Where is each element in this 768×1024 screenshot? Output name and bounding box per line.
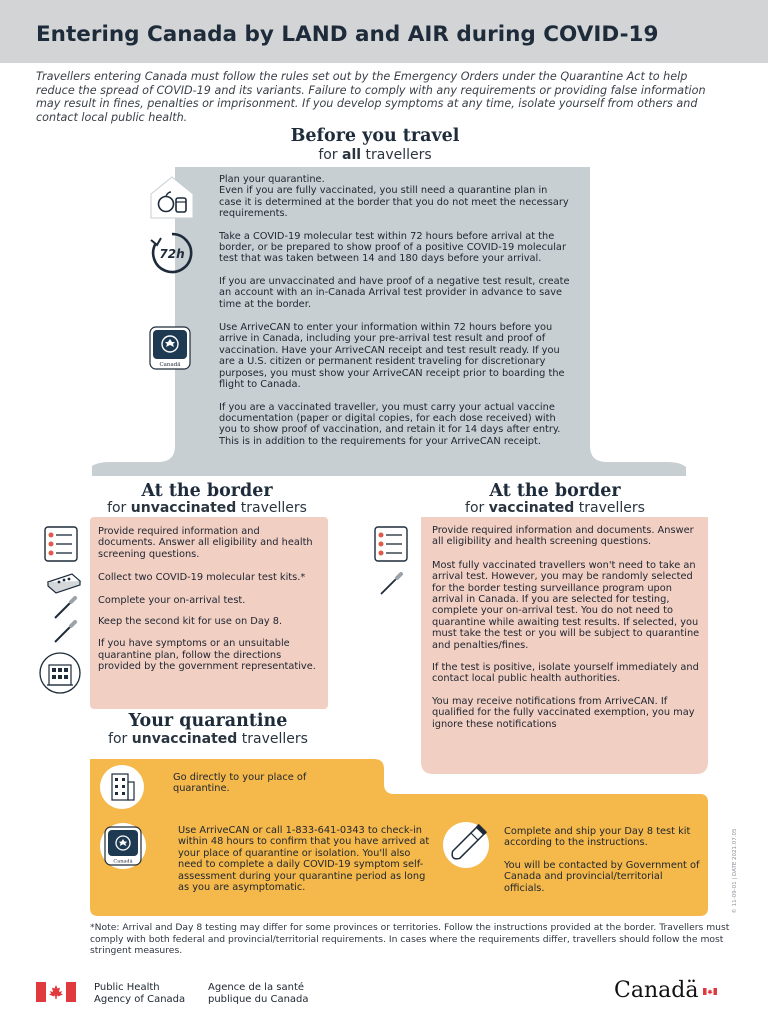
before-travel-title: Before you travel bbox=[290, 126, 460, 146]
unvax-provide-info: Provide required information and documents. Answer all eligibility and health screening questions. bbox=[98, 526, 313, 560]
para-vaccine-docs: If you are a vaccinated traveller, you must carry your actual vaccine documentation (paper or digital copies, for each dose received) with you to show proof of vaccination, and retain it for 14 days after entry. This is in addition to the requirements for your ArriveCAN receipt. bbox=[219, 401, 561, 447]
clock-72h-icon bbox=[148, 229, 196, 277]
vax-random-testing: Most fully vaccinated travellers won't need to take an arrival test. However, you may be randomly selected for the border testing surveillance program upon arrival in Canada. If you are selected for testing, complete your on-arrival test. You do not need to quarantine while awaiting test results. If selected, you must take the test or you will be subject to quarantine and penalties/fines. bbox=[432, 559, 700, 651]
government-building-icon bbox=[38, 651, 82, 695]
border-vaccinated-title: At the border bbox=[489, 481, 621, 501]
app-icon-label: Canadä bbox=[159, 362, 181, 368]
swab-icon-vaccinated bbox=[378, 572, 404, 596]
building-icon bbox=[99, 764, 145, 810]
before-travel-text bbox=[219, 174, 571, 459]
footnote: *Note: Arrival and Day 8 testing may differ for some provinces or territories. Follow the instructions provided at the border. Travellers must comply with both federal and provincial/territorial requirements. In cases where the requirements differ, travellers should follow the most stringent measures. bbox=[90, 922, 730, 956]
test-kit-box-icon bbox=[46, 572, 82, 594]
side-code-wrap bbox=[730, 818, 740, 928]
agency-fr-line1: Agence de la santé bbox=[208, 982, 305, 993]
before-travel-subtitle: for all travellers bbox=[318, 147, 432, 163]
border-unvaccinated-subtitle: for unvaccinated travellers bbox=[107, 500, 307, 516]
unvax-symptoms: If you have symptoms or an unsuitable quarantine plan, follow the directions provided by the government representative. bbox=[98, 638, 316, 673]
vax-provide-info: Provide required information and documents. Answer all eligibility and health screening questions. bbox=[432, 525, 694, 548]
side-code: © 11-09-01 | DATE 2021.07.05 bbox=[732, 828, 738, 914]
swab-icon bbox=[52, 596, 78, 620]
contacted-text: You will be contacted by Government of Canada and provincial/territorial officials. bbox=[504, 859, 700, 894]
checklist-icon bbox=[42, 525, 82, 563]
agency-en-line2: Agency of Canada bbox=[94, 994, 186, 1005]
day8-contact-text bbox=[504, 826, 700, 894]
house-food-icon bbox=[147, 174, 197, 220]
unvax-on-arrival-test: Complete your on-arrival test. bbox=[98, 594, 246, 606]
agency-name-en bbox=[94, 982, 185, 1006]
para-unvaccinated-account: If you are unvaccinated and have proof of a negative test result, create an account with an in-Canada Arrival test provider in advance to save time at the border. bbox=[219, 275, 570, 310]
border-vaccinated-subtitle: for vaccinated travellers bbox=[465, 500, 645, 516]
agency-fr-line2: publique du Canada bbox=[208, 994, 309, 1005]
app-icon-label-quarantine: Canadä bbox=[113, 858, 133, 865]
swab-icon-second bbox=[52, 620, 78, 644]
para-plan-quarantine: Plan your quarantine. Even if you are fully vaccinated, you still need a quarantine plan in case it is determined at the border that you do not meet the necessary requirements. bbox=[219, 174, 569, 220]
quarantine-subtitle: for unvaccinated travellers bbox=[108, 731, 308, 747]
para-arrivecan: Use ArriveCAN to enter your information within 72 hours before you arrive in Canada, including your pre-arrival test result and proof of vaccination. Have your ArriveCAN receipt and test result ready. If you are a U.S. citizen or permanent resident traveling for discretionary purposes, you must show your ArriveCAN receipt prior to boarding the flight to Canada. bbox=[219, 322, 565, 391]
checklist-icon-vaccinated bbox=[372, 525, 412, 563]
agency-name-fr bbox=[208, 982, 309, 1006]
clock-72h-label: 72h bbox=[159, 247, 185, 261]
go-directly-text: Go directly to your place of quarantine. bbox=[173, 772, 307, 795]
unvax-second-kit: Keep the second kit for use on Day 8. bbox=[98, 616, 283, 628]
unvax-collect-kits: Collect two COVID-19 molecular test kits.* bbox=[98, 572, 306, 584]
page-title: Entering Canada by LAND and AIR during COVID-19 bbox=[36, 22, 659, 47]
vax-notifications: You may receive notifications from ArriveCAN. If qualified for the fully vaccinated exemption, you may ignore these notifications bbox=[432, 695, 695, 730]
border-vaccinated-text bbox=[432, 525, 704, 730]
quarantine-title: Your quarantine bbox=[128, 711, 288, 731]
arrivecan-app-icon-quarantine bbox=[100, 823, 146, 869]
arrivecan-checkin-text: Use ArriveCAN or call 1-833-641-0343 to check-in within 48 hours to confirm that you have arrived at your place of quarantine or isolation. You'll also need to complete a daily COVID-19 symptom self-assessment during your quarantine period as long as you are asymptomatic. bbox=[178, 825, 430, 894]
test-tube-icon bbox=[440, 819, 492, 869]
canada-wordmark: Canadä bbox=[614, 978, 699, 1003]
border-unvaccinated-title: At the border bbox=[141, 481, 273, 501]
intro-text: Travellers entering Canada must follow the rules set out by the Emergency Orders under the Quarantine Act to help reduce the spread of COVID-19 and its variants. Failure to comply with any requirements or providing false information may result in fines, penalties or imprisonment. If you develop symptoms at any time, isolate yourself from others and contact local public health. bbox=[36, 70, 706, 124]
arrivecan-app-icon bbox=[149, 326, 191, 370]
agency-en-line1: Public Health bbox=[94, 982, 160, 993]
vax-positive-test: If the test is positive, isolate yourself immediately and contact local public health authorities. bbox=[432, 662, 699, 685]
canada-flag-icon bbox=[36, 982, 76, 1002]
para-molecular-test: Take a COVID-19 molecular test within 72 hours before arrival at the border, or be prepared to show proof of a positive COVID-19 molecular test that was taken between 14 and 180 days before your arrival. bbox=[219, 230, 566, 265]
wordmark-flag-icon bbox=[703, 980, 717, 987]
day8-kit-text: Complete and ship your Day 8 test kit according to the instructions. bbox=[504, 826, 691, 849]
border-unvaccinated-text bbox=[98, 526, 320, 673]
